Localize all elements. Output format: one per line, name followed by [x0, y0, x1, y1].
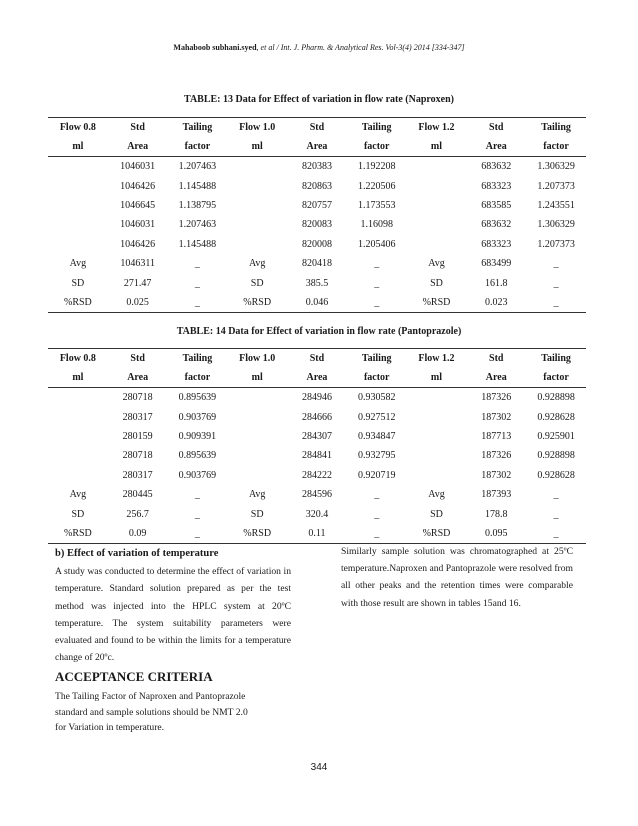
table-cell [227, 466, 287, 485]
table-cell: 820083 [301, 219, 332, 231]
table-cell: 683323 [481, 238, 512, 250]
table-cell: _ [553, 508, 559, 520]
table-cell: SD [71, 277, 85, 289]
table-row [48, 254, 586, 273]
table-cell: _ [168, 524, 228, 544]
table-header-cell: Tailing [526, 118, 586, 138]
table-cell: 187393 [481, 489, 512, 501]
table-header-cell: Std [287, 118, 347, 138]
table-cell: 0.903769 [178, 411, 217, 423]
table-cell [48, 407, 108, 426]
table-cell [227, 427, 287, 446]
table-header-cell: Flow 1.0 [227, 349, 287, 369]
running-header [0, 43, 638, 52]
table-cell [227, 196, 287, 215]
acceptance-line: The Tailing Factor of Naproxen and Pantoprazole [55, 691, 246, 702]
table-cell: 820863 [301, 180, 332, 192]
table-cell: 1.138795 [178, 199, 217, 211]
table-cell: 0.920719 [357, 469, 396, 481]
table-header-row [48, 368, 586, 388]
table-cell [407, 388, 467, 408]
table-cell: 187326 [481, 392, 512, 404]
table-cell [48, 466, 108, 485]
table-cell: _ [347, 524, 407, 544]
acceptance-body [55, 689, 291, 736]
table-cell: %RSD [48, 293, 108, 313]
table-cell [407, 176, 467, 195]
table-header-cell: factor [347, 368, 407, 388]
table-row [48, 485, 586, 504]
table-cell: 0.895639 [178, 392, 217, 404]
table-cell: 1.173553 [357, 199, 396, 211]
table-cell: 0.932795 [357, 450, 396, 462]
table-cell: %RSD [407, 293, 467, 313]
table-cell: 1.145488 [178, 180, 217, 192]
table-header-cell: factor [168, 137, 228, 157]
table-cell: 1046031 [120, 219, 156, 231]
table-cell [48, 157, 108, 177]
table-header-cell: Std [287, 349, 347, 369]
table-header-cell: Tailing [526, 349, 586, 369]
section-b-body: A study was conducted to determine the effect of variation in temperature. Standard solution prepared as per the test method was injected into the HPLC system at 20ºC temperature. The system suitability parameters were evaluated and found to be within the limits for a temperature change of 20ºc. [55, 566, 291, 664]
table-cell: 0.895639 [178, 450, 217, 462]
table-header-cell: factor [347, 137, 407, 157]
table-cell: 820008 [301, 238, 332, 250]
table-cell: %RSD [407, 524, 467, 544]
table-cell: _ [553, 489, 559, 501]
table-13-title: TABLE: 13 Data for Effect of variation in flow rate (Naproxen) [184, 94, 454, 105]
table-cell [407, 215, 467, 234]
table-cell: 1.306329 [537, 161, 575, 173]
table-cell: 1.207373 [537, 180, 575, 192]
table-cell: 0.095 [466, 524, 526, 544]
section-b [55, 545, 291, 666]
table-cell: 1.145488 [178, 238, 217, 250]
table-row [48, 388, 586, 408]
table-cell: SD [250, 508, 264, 520]
table-cell [227, 157, 287, 177]
table-header-cell: Flow 1.2 [407, 118, 467, 138]
table-cell: 280718 [122, 392, 153, 404]
table-header-cell: factor [526, 137, 586, 157]
table-cell: 0.11 [287, 524, 347, 544]
table-cell: 1.306329 [537, 219, 575, 231]
table-row [48, 466, 586, 485]
table-cell: 0.909391 [178, 430, 217, 442]
table-header-row [48, 349, 586, 369]
table-row [48, 215, 586, 234]
table-cell [227, 235, 287, 254]
table-cell [407, 407, 467, 426]
table-cell: 683323 [481, 180, 512, 192]
section-b-heading: b) Effect of variation of temperature [55, 548, 219, 559]
table-cell: 1046426 [120, 180, 156, 192]
table-cell [407, 196, 467, 215]
acceptance-heading: ACCEPTANCE CRITERIA [55, 669, 213, 684]
table-cell: 1.16098 [360, 219, 393, 231]
table-row [48, 427, 586, 446]
table-header-cell: Area [466, 137, 526, 157]
table-cell: 820418 [301, 258, 332, 270]
table-cell: Avg [428, 489, 445, 501]
table-header-cell: Flow 1.0 [227, 118, 287, 138]
table-cell: 1.207463 [178, 219, 217, 231]
table-cell [227, 388, 287, 408]
table-cell: 1.192208 [357, 161, 396, 173]
table-cell: 820757 [301, 199, 332, 211]
table-cell [48, 446, 108, 465]
table-cell: 284666 [301, 411, 332, 423]
table-cell: SD [250, 277, 264, 289]
table-cell: 187713 [481, 430, 512, 442]
table-row [48, 176, 586, 195]
table-header-cell: Tailing [347, 349, 407, 369]
page-number: 344 [310, 762, 328, 773]
table-header-cell: Area [108, 368, 168, 388]
table-cell [227, 176, 287, 195]
table-cell: _ [553, 277, 559, 289]
table-cell: 1.220506 [357, 180, 396, 192]
table-header-cell: Flow 1.2 [407, 349, 467, 369]
table-cell: SD [430, 277, 443, 289]
table-cell: 0.903769 [178, 469, 217, 481]
table-row [48, 293, 586, 313]
table-cell: 178.8 [484, 508, 508, 520]
table-cell: _ [194, 277, 200, 289]
table-cell: 161.8 [484, 277, 508, 289]
table-row [48, 157, 586, 177]
table-cell: SD [430, 508, 443, 520]
table-cell: 284841 [301, 450, 332, 462]
table-cell [407, 427, 467, 446]
table-cell: Avg [248, 489, 266, 501]
table-cell: 0.023 [466, 293, 526, 313]
table-cell [48, 427, 108, 446]
table-header-cell: ml [407, 368, 467, 388]
table-header-cell: factor [168, 368, 228, 388]
table-row [48, 446, 586, 465]
table-cell: 0.927512 [357, 411, 396, 423]
table-header-cell: Flow 0.8 [48, 118, 108, 138]
table-header-cell: Tailing [168, 118, 228, 138]
table-cell: 820383 [301, 161, 332, 173]
table-cell: 0.025 [108, 293, 168, 313]
table-cell [48, 235, 108, 254]
table-cell: 280317 [122, 469, 153, 481]
table-cell: 385.5 [305, 277, 329, 289]
table-cell: 0.930582 [357, 392, 396, 404]
table-cell: 1.207373 [537, 238, 575, 250]
table-header-cell: Std [466, 118, 526, 138]
table-cell: 1.205406 [357, 238, 396, 250]
table-cell: %RSD [48, 524, 108, 544]
table-header-cell: Area [108, 137, 168, 157]
header-author: Mahaboob subhani.syed [173, 43, 257, 52]
table-row [48, 235, 586, 254]
table-cell: 0.925901 [537, 430, 575, 442]
table-cell: Avg [69, 258, 87, 270]
table-header-cell: ml [407, 137, 467, 157]
table-cell: 1.243551 [537, 199, 575, 211]
table-header-cell: ml [48, 137, 108, 157]
table-cell: Avg [69, 489, 87, 501]
table-cell [48, 215, 108, 234]
table-header-cell: Std [108, 349, 168, 369]
table-header-cell: ml [48, 368, 108, 388]
table-header-cell: Tailing [347, 118, 407, 138]
table-cell: 284307 [301, 430, 332, 442]
table-cell [48, 196, 108, 215]
table-cell: 284946 [301, 392, 332, 404]
table-cell: 0.928628 [537, 411, 575, 423]
table-cell: 320.4 [305, 508, 329, 520]
table-cell: 256.7 [126, 508, 149, 520]
table-header-cell: factor [526, 368, 586, 388]
table-cell [48, 388, 108, 408]
table-cell [227, 407, 287, 426]
right-column-text: Similarly sample solution was chromatographed at 25ºC temperature.Naproxen and Pantoprazole were resolved from all other peaks and the retention times were comparable with those result are shown in tables 15and 16. [341, 546, 573, 609]
table-cell: 187326 [481, 450, 512, 462]
table-cell: _ [374, 277, 380, 289]
table-cell [407, 466, 467, 485]
table-cell: _ [168, 293, 228, 313]
table-cell: 280445 [122, 489, 153, 501]
table-cell: 0.046 [287, 293, 347, 313]
table-cell: 1046426 [120, 238, 156, 250]
acceptance-line: standard and sample solutions should be NMT 2.0 [55, 706, 248, 718]
table-cell: 1046645 [120, 199, 156, 211]
table-cell: _ [374, 258, 380, 270]
acceptance-line: for Variation in temperature. [55, 722, 165, 733]
table-header-cell: Area [287, 137, 347, 157]
header-citation: , et al / Int. J. Pharm. & Analytical Res. Vol-3(4) 2014 [334-347] [256, 43, 465, 52]
table-cell: 0.934847 [357, 430, 396, 442]
table-cell: 187302 [481, 411, 512, 423]
table-row [48, 196, 586, 215]
table-14-title: TABLE: 14 Data for Effect of variation in flow rate (Pantoprazole) [176, 326, 462, 337]
table-cell: 1.207463 [178, 161, 217, 173]
table-cell: _ [194, 508, 200, 520]
table-13 [48, 117, 586, 313]
table-cell: 1046031 [120, 161, 156, 173]
table-header-cell: Std [108, 118, 168, 138]
table-cell: 187302 [481, 469, 512, 481]
table-header-cell: ml [227, 137, 287, 157]
table-cell: 271.47 [123, 277, 152, 289]
table-cell [407, 235, 467, 254]
table-cell [407, 157, 467, 177]
table-cell [227, 215, 287, 234]
table-header-cell: Area [466, 368, 526, 388]
table-cell: 0.928898 [537, 392, 575, 404]
table-cell: 683632 [481, 161, 512, 173]
table-row [48, 504, 586, 523]
table-cell: 284596 [301, 489, 332, 501]
table-cell: _ [526, 524, 586, 544]
table-header-cell: ml [227, 368, 287, 388]
table-header-row [48, 118, 586, 138]
table-14 [48, 348, 586, 544]
table-cell: _ [374, 508, 380, 520]
table-cell: _ [553, 258, 559, 270]
table-cell: _ [374, 489, 380, 501]
table-cell: Avg [248, 258, 266, 270]
table-cell: 280718 [122, 450, 153, 462]
table-cell: %RSD [227, 293, 287, 313]
table-cell: 0.928898 [537, 450, 575, 462]
table-cell: %RSD [227, 524, 287, 544]
table-cell: 683632 [481, 219, 512, 231]
table-cell [48, 176, 108, 195]
table-cell: 0.09 [108, 524, 168, 544]
table-cell: 284222 [301, 469, 332, 481]
table-cell: 0.928628 [537, 469, 575, 481]
table-cell: Avg [428, 258, 445, 270]
table-header-cell: Flow 0.8 [48, 349, 108, 369]
table-cell: _ [194, 489, 200, 501]
table-cell [407, 446, 467, 465]
table-row [48, 273, 586, 292]
table-cell: _ [347, 293, 407, 313]
table-header-cell: Area [287, 368, 347, 388]
table-header-cell: Std [466, 349, 526, 369]
table-cell: 280317 [122, 411, 153, 423]
table-cell: 280159 [122, 430, 153, 442]
table-header-cell: Tailing [168, 349, 228, 369]
table-cell: 683499 [481, 258, 512, 270]
table-cell: _ [194, 258, 200, 270]
table-row [48, 407, 586, 426]
table-header-row [48, 137, 586, 157]
table-cell: 1046311 [120, 258, 155, 270]
table-row [48, 524, 586, 544]
table-cell [227, 446, 287, 465]
table-cell: 683585 [481, 199, 512, 211]
table-cell: _ [526, 293, 586, 313]
table-cell: SD [71, 508, 85, 520]
